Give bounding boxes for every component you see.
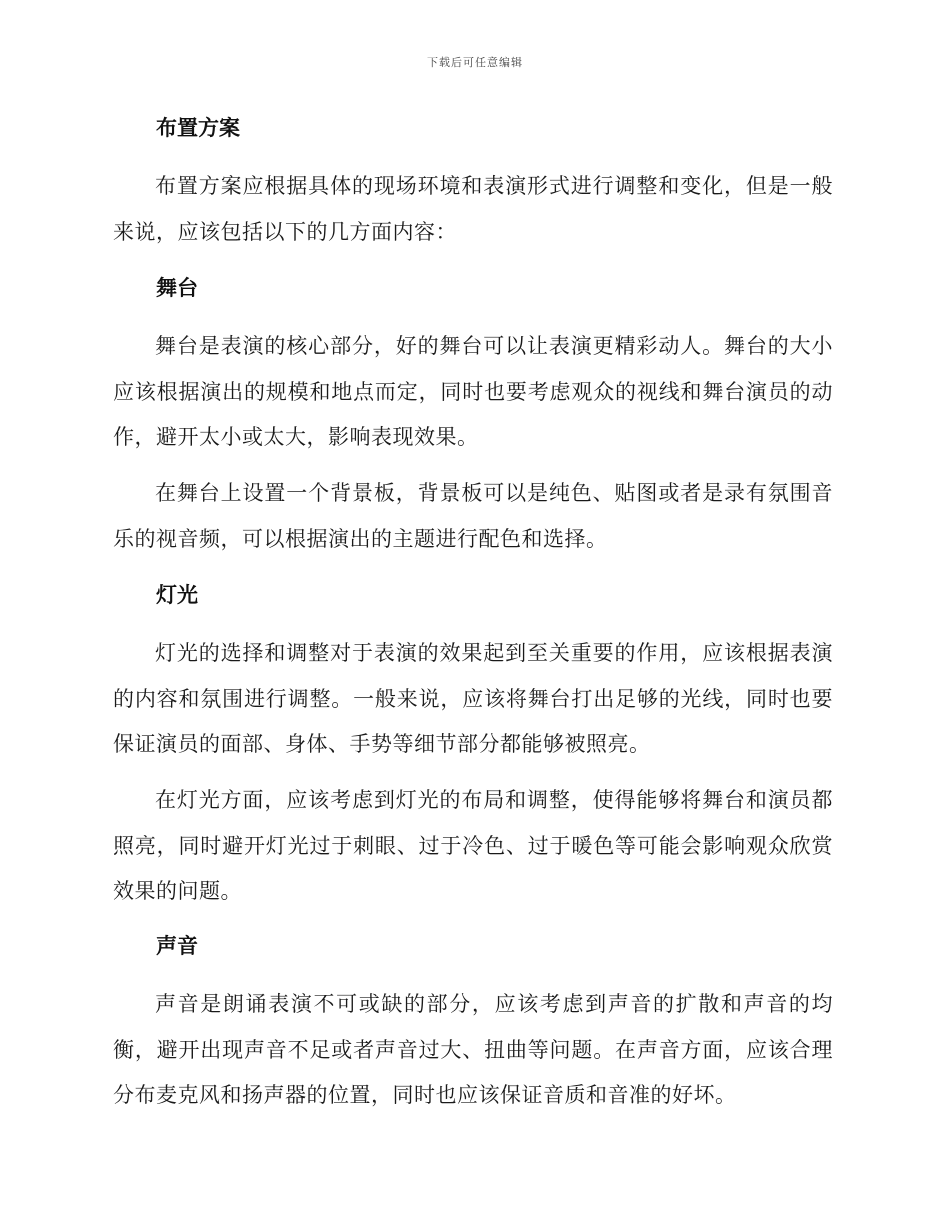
page-header-note: 下载后可任意编辑 <box>427 56 523 69</box>
paragraph-lighting-choice: 灯光的选择和调整对于表演的效果起到至关重要的作用，应该根据表演的内容和氛围进行调整。一般来说，应该将舞台打出足够的光线，同时也要保证演员的面部、身体、手势等细节部分都能够被照亮。 <box>113 641 833 756</box>
section-heading-sound: 声音 <box>156 934 198 958</box>
paragraph-layout-plan-intro: 布置方案应根据具体的现场环境和表演形式进行调整和变化，但是一般来说，应该包括以下的几方面内容： <box>113 174 833 244</box>
paragraph-stage-size: 舞台是表演的核心部分，好的舞台可以让表演更精彩动人。舞台的大小应该根据演出的规模和地点而定，同时也要考虑观众的视线和舞台演员的动作，避开太小或太大，影响表现效果。 <box>113 334 833 449</box>
paragraph-lighting-layout: 在灯光方面，应该考虑到灯光的布局和调整，使得能够将舞台和演员都照亮，同时避开灯光过于刺眼、过于冷色、过于暖色等可能会影响观众欣赏效果的问题。 <box>113 788 833 903</box>
paragraph-stage-backdrop: 在舞台上设置一个背景板，背景板可以是纯色、贴图或者是录有氛围音乐的视音频，可以根据演出的主题进行配色和选择。 <box>113 481 833 551</box>
section-heading-layout-plan: 布置方案 <box>156 116 240 140</box>
section-heading-stage: 舞台 <box>156 276 198 300</box>
paragraph-sound: 声音是朗诵表演不可或缺的部分，应该考虑到声音的扩散和声音的均衡，避开出现声音不足或者声音过大、扭曲等问题。在声音方面，应该合理分布麦克风和扬声器的位置，同时也应该保证音质和音准的好坏。 <box>113 992 833 1107</box>
section-heading-lighting: 灯光 <box>156 583 198 607</box>
